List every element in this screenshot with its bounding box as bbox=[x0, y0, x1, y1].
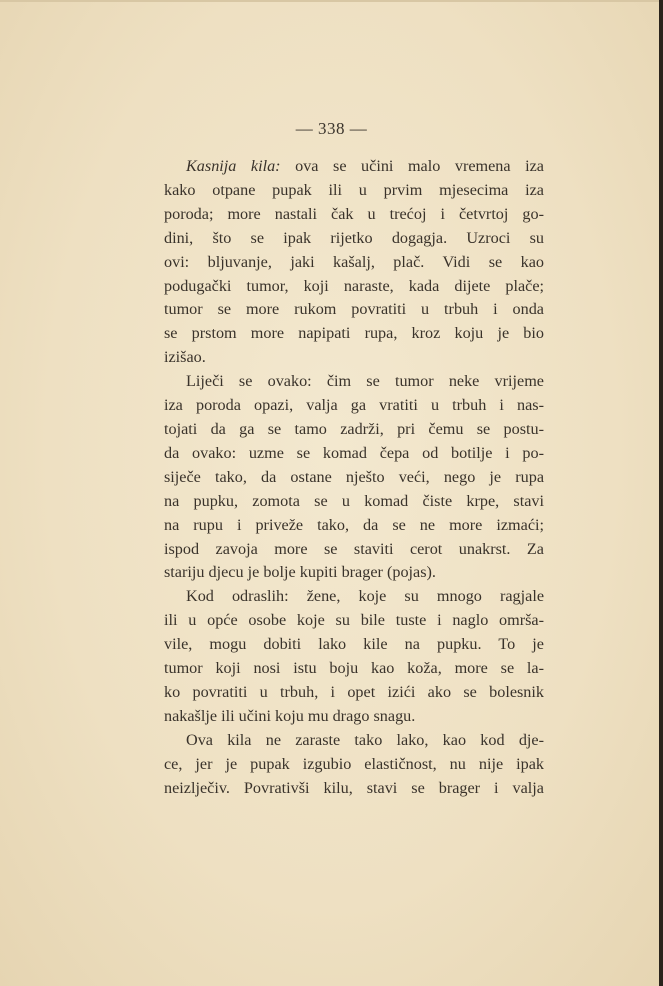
text-line bbox=[164, 155, 544, 179]
text-line: nakašlje ili učini koju mu drago snagu. bbox=[164, 706, 416, 725]
text-line: izišao. bbox=[164, 348, 206, 367]
page-right-edge bbox=[659, 0, 663, 986]
text-line: kako otpane pupak ili u prvim mjesecima iza bbox=[164, 180, 544, 199]
text-line: ovi: bljuvanje, jaki kašalj, plač. Vidi se kao bbox=[164, 252, 544, 271]
text-line: podugački tumor, koji naraste, kada dijete plače; bbox=[164, 276, 544, 295]
text-line: ce, jer je pupak izgubio elastičnost, nu nije ipak bbox=[164, 754, 544, 773]
text-line: da ovako: uzme se komad čepa od botilje i po- bbox=[164, 443, 544, 462]
text-line: neizlječiv. Povrativši kilu, stavi se brager i valja bbox=[164, 778, 544, 797]
text-line: ispod zavoja more se staviti cerot unakrst. Za bbox=[164, 539, 544, 558]
text-line: Liječi se ovako: čim se tumor neke vrijeme bbox=[186, 372, 544, 391]
text-line: poroda; more nastali čak u trećoj i četvrtoj go- bbox=[164, 204, 544, 223]
text-line: Ova kila ne zaraste tako lako, kao kod dje- bbox=[186, 730, 544, 749]
text-line: tojati da ga se tamo zadrži, pri čemu se postu- bbox=[164, 419, 544, 438]
text-line: siječe tako, da ostane nješto veći, nego je rupa bbox=[164, 467, 544, 486]
page-top-edge bbox=[0, 0, 663, 2]
text-line: stariju djecu je bolje kupiti brager (pojas). bbox=[164, 563, 436, 582]
text-line: ili u opće osobe koje su bile tuste i naglo omrša- bbox=[164, 611, 544, 630]
text-fragment: ova se učini malo vremena iza bbox=[280, 157, 544, 175]
text-line: tumor koji nosi istu boju kao koža, more se la- bbox=[164, 659, 544, 678]
text-line: Kod odraslih: žene, koje su mnogo ragjale bbox=[186, 587, 544, 606]
text-line: iza poroda opazi, valja ga vratiti u trbuh i nas- bbox=[164, 396, 544, 415]
text-line: ko povratiti u trbuh, i opet izići ako se bolesnik bbox=[164, 682, 544, 701]
text-line: dini, što se ipak rijetko dogagja. Uzroci su bbox=[164, 228, 544, 247]
text-line: na pupku, zomota se u komad čiste krpe, stavi bbox=[164, 491, 544, 510]
text-line: na rupu i priveže tako, da se ne more izmaći; bbox=[164, 515, 544, 534]
text-line: tumor se more rukom povratiti u trbuh i onda bbox=[164, 300, 544, 319]
text-line: vile, mogu dobiti lako kile na pupku. To je bbox=[164, 635, 544, 654]
text-line: se prstom more napipati rupa, kroz koju je bio bbox=[164, 324, 544, 343]
page-number: — 338 — bbox=[295, 119, 368, 138]
text-body bbox=[164, 155, 544, 800]
term-heading: Kasnija kila: bbox=[186, 157, 281, 175]
